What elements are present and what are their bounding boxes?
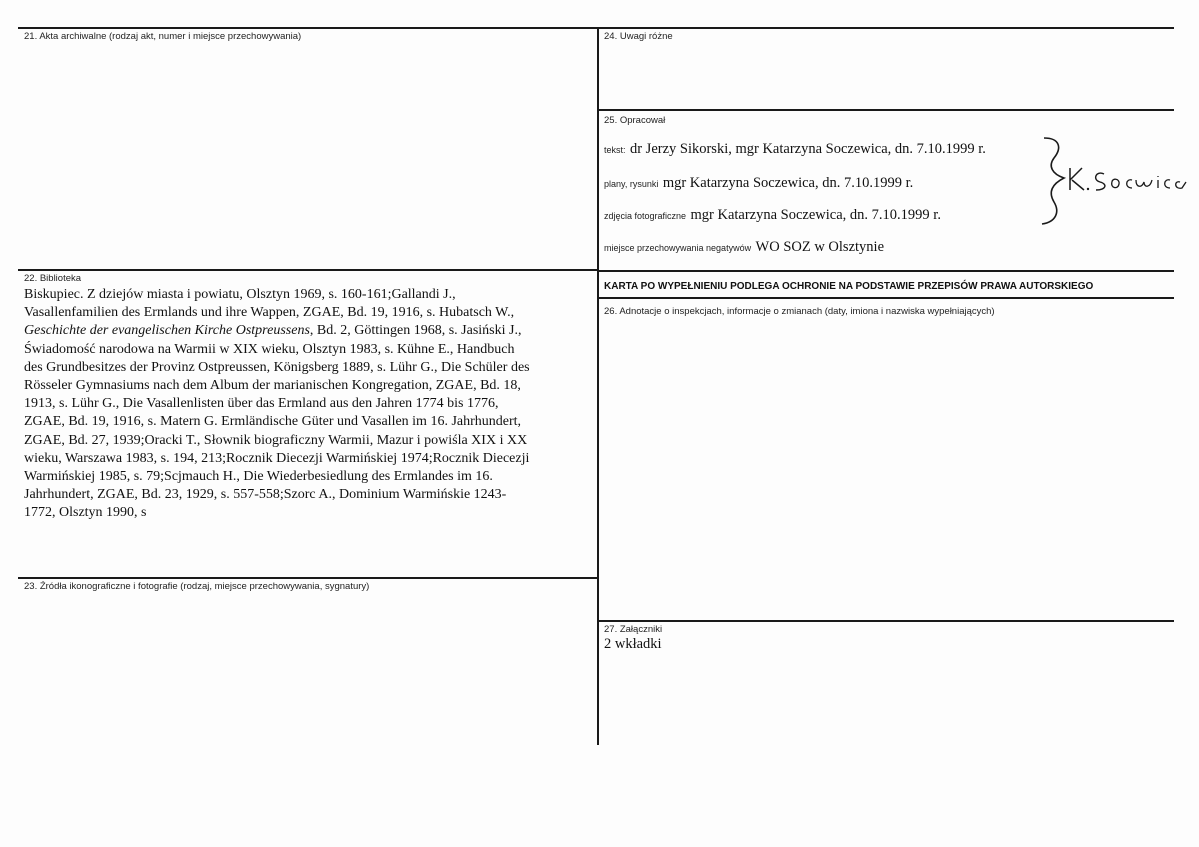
entry-zdjecia — [604, 206, 941, 224]
biblio-line: Jahrhundert, ZGAE, Bd. 23, 1929, s. 557-558;Szorc A., Dominium Warmińskie 1243- — [24, 487, 507, 503]
plany-value: mgr Katarzyna Soczewica, dn. 7.10.1999 r. — [662, 175, 914, 191]
section-27-label: 27. Załączniki — [604, 624, 663, 635]
section-22-label: 22. Biblioteka — [24, 273, 82, 284]
entry-negatywy — [604, 238, 884, 256]
section-21-label: 21. Akta archiwalne (rodzaj akt, numer i miejsce przechowywania) — [24, 31, 302, 42]
section-26-label: 26. Adnotacje o inspekcjach, informacje o zmianach (daty, imiona i nazwiska wypełniających) — [604, 306, 995, 317]
center-divider — [597, 27, 599, 745]
divider-26-27 — [597, 620, 1174, 622]
handwritten-signature — [1040, 132, 1190, 232]
biblio-line: 1772, Olsztyn 1990, s — [24, 505, 147, 521]
biblio-line: Rösseler Gymnasiums nach dem Album der marianischen Kongregation, ZGAE, Bd. 18, — [24, 378, 521, 394]
divider-21-22 — [18, 269, 598, 271]
handwritten-brace — [1042, 138, 1064, 224]
divider-25-notice — [597, 270, 1174, 272]
section-23-label: 23. Źródła ikonograficzne i fotografie (rodzaj, miejsce przechowywania, sygnatury) — [24, 581, 370, 592]
biblio-line: Biskupiec. Z dziejów miasta i powiatu, Olsztyn 1969, s. 160-161;Gallandi J., — [24, 287, 456, 302]
plany-label: plany, rysunki — [604, 179, 659, 189]
entry-tekst — [604, 140, 986, 158]
divider-22-23 — [18, 577, 598, 579]
biblio-line: Świadomość narodowa na Warmii w XIX wieku, Olsztyn 1983, s. Kühne E., Handbuch — [24, 341, 515, 357]
top-border — [18, 27, 1174, 29]
section-27-value: 2 wkładki — [604, 636, 662, 652]
biblio-line: Warmińskiej 1985, s. 79;Scjmauch H., Die Wiederbesiedlung des Ermlandes im 16. — [24, 469, 493, 485]
tekst-label: tekst: — [604, 145, 626, 155]
biblio-line: wieku, Warszawa 1983, s. 194, 213;Rocznik Diecezji Warmińskiej 1974;Rocznik Diecezji — [24, 450, 530, 466]
section-24-label: 24. Uwagi różne — [604, 31, 673, 42]
biblio-line: Vasallenfamilien des Ermlands und ihre Wappen, ZGAE, Bd. 19, 1916, s. Hubatsch W., — [24, 305, 515, 321]
divider-notice-26 — [597, 297, 1174, 299]
zdjecia-value: mgr Katarzyna Soczewica, dn. 7.10.1999 r. — [690, 207, 941, 223]
biblio-line: 1913, s. Lühr G., Die Vasallenlisten über das Ermland aus den Jahren 1774 bis 1776, — [24, 396, 499, 412]
negatywy-value: WO SOZ w Olsztynie — [755, 239, 884, 255]
divider-24-25 — [597, 109, 1174, 111]
biblio-line: ZGAE, Bd. 19, 1916, s. Matern G. Ermländische Güter und Vasallen im 16. Jahrhundert, — [24, 414, 522, 430]
biblio-line: Geschichte der evangelischen Kirche Ostpreussens, Bd. 2, Göttingen 1968, s. Jasiński J., — [24, 323, 522, 339]
negatywy-label: miejsce przechowywania negatywów — [604, 243, 752, 253]
entry-plany — [604, 174, 913, 192]
zdjecia-label: zdjęcia fotograficzne — [604, 211, 687, 221]
tekst-value: dr Jerzy Sikorski, mgr Katarzyna Soczewica, dn. 7.10.1999 r. — [629, 141, 986, 157]
section-25-label: 25. Opracował — [604, 115, 666, 126]
biblio-line: des Grundbesitzes der Provinz Ostpreussen, Königsberg 1889, s. Lühr G., Die Schüler des — [24, 359, 530, 375]
bibliography-text — [24, 286, 589, 523]
biblio-line: ZGAE, Bd. 27, 1939;Oracki T., Słownik biograficzny Warmii, Mazur i powiśla XIX i XX — [24, 432, 528, 448]
copyright-notice: KARTA PO WYPEŁNIENIU PODLEGA OCHRONIE NA PODSTAWIE PRZEPISÓW PRAWA AUTORSKIEGO — [604, 281, 1094, 292]
